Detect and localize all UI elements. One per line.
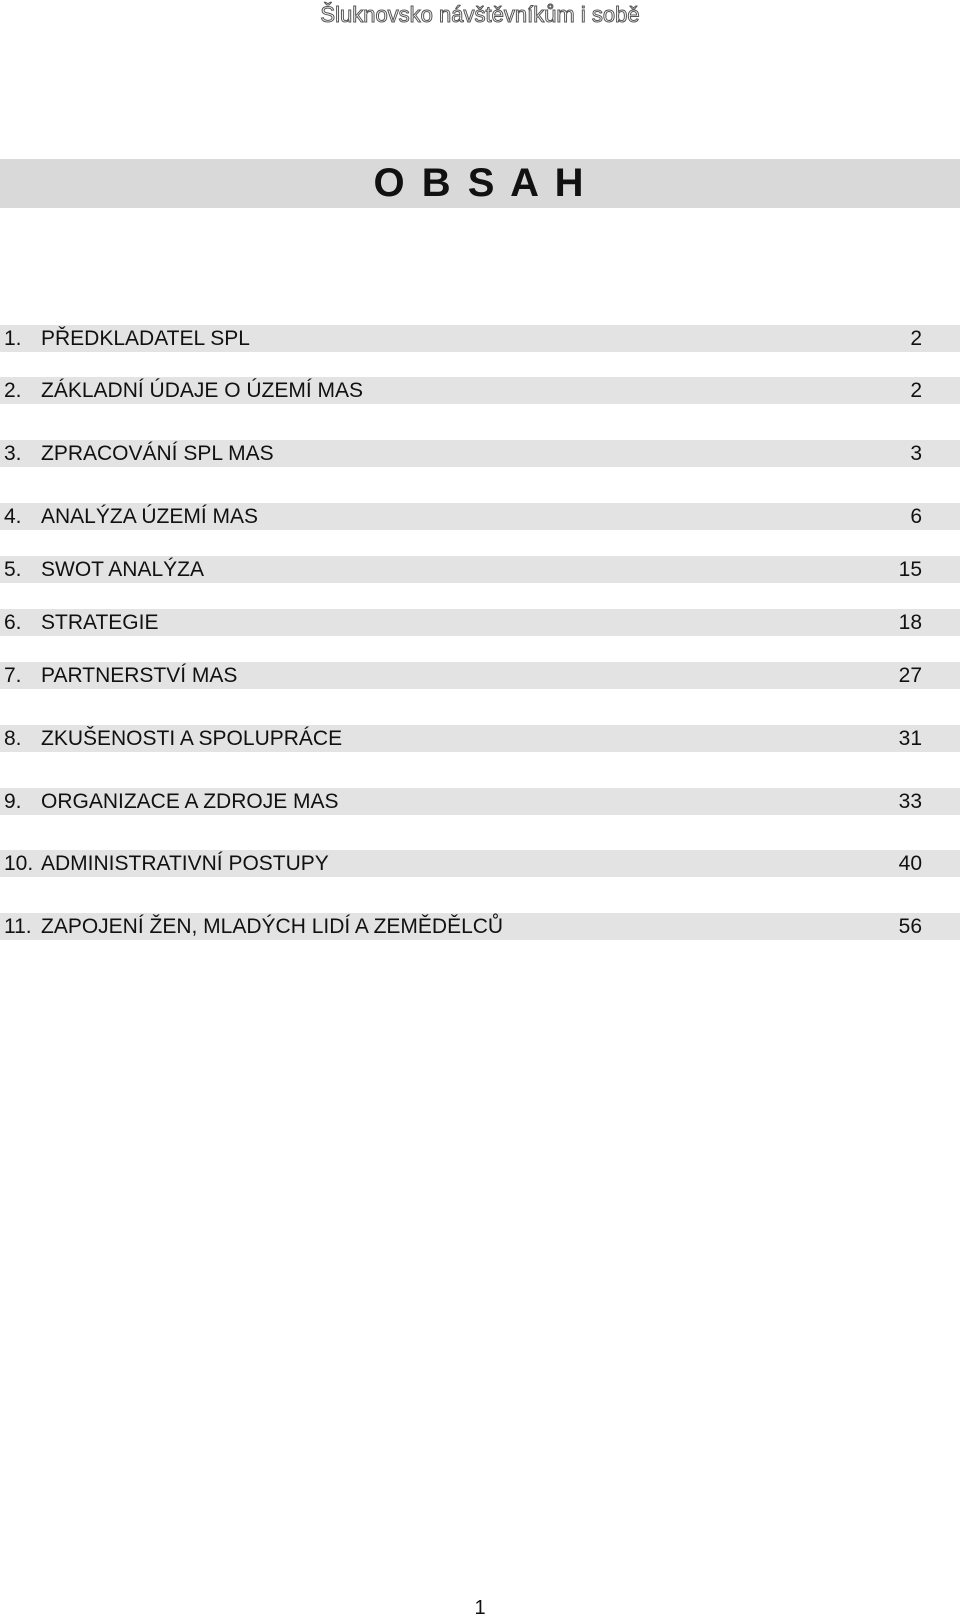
toc-number: 8.	[4, 727, 22, 750]
toc-row[interactable]	[0, 503, 960, 530]
toc-label: ZÁKLADNÍ ÚDAJE O ÚZEMÍ MAS	[41, 379, 364, 402]
toc-number: 7.	[4, 664, 22, 687]
toc-page: 18	[898, 611, 922, 634]
toc-number: 11.	[4, 915, 32, 938]
page-number: 1	[474, 1597, 486, 1619]
toc-page: 15	[898, 558, 922, 581]
title-band	[0, 159, 960, 208]
toc-label: ZPRACOVÁNÍ SPL MAS	[41, 442, 274, 465]
toc-row[interactable]	[0, 913, 960, 940]
toc-label: STRATEGIE	[41, 611, 159, 634]
toc-number: 3.	[4, 442, 22, 465]
toc-page: 56	[898, 915, 922, 938]
toc-label: PŘEDKLADATEL SPL	[41, 327, 250, 350]
toc-page: 2	[910, 327, 922, 350]
toc-number: 2.	[4, 379, 22, 402]
toc-page: 40	[898, 852, 922, 875]
toc-number: 1.	[4, 327, 22, 350]
page-title: O B S A H	[373, 161, 587, 205]
toc-number: 9.	[4, 790, 22, 813]
toc-page: 6	[910, 505, 922, 528]
toc-row[interactable]	[0, 377, 960, 404]
toc-label: ANALÝZA ÚZEMÍ MAS	[41, 505, 259, 528]
toc-number: 4.	[4, 505, 22, 528]
toc-label: SWOT ANALÝZA	[41, 558, 204, 581]
toc-label: ZAPOJENÍ ŽEN, MLADÝCH LIDÍ A ZEMĚDĚLCŮ	[41, 915, 504, 938]
running-header: Šluknovsko návštěvníkům i sobě	[320, 2, 640, 27]
toc-row[interactable]	[0, 556, 960, 583]
toc-page: 33	[898, 790, 922, 813]
toc-number: 5.	[4, 558, 22, 581]
toc-label: PARTNERSTVÍ MAS	[41, 664, 238, 687]
toc-number: 6.	[4, 611, 22, 634]
toc-row[interactable]	[0, 788, 960, 815]
toc-page: 2	[910, 379, 922, 402]
toc-row[interactable]	[0, 440, 960, 467]
toc-row[interactable]	[0, 325, 960, 352]
toc-number: 10.	[4, 852, 34, 875]
toc-label: ORGANIZACE A ZDROJE MAS	[41, 790, 339, 813]
toc-row[interactable]	[0, 850, 960, 877]
toc-page: 31	[898, 727, 922, 750]
toc-page: 27	[898, 664, 922, 687]
toc-row[interactable]	[0, 609, 960, 636]
toc-page: 3	[910, 442, 922, 465]
toc-label: ADMINISTRATIVNÍ POSTUPY	[41, 852, 329, 875]
toc-label: ZKUŠENOSTI A SPOLUPRÁCE	[41, 727, 343, 750]
toc-row[interactable]	[0, 662, 960, 689]
toc-row[interactable]	[0, 725, 960, 752]
